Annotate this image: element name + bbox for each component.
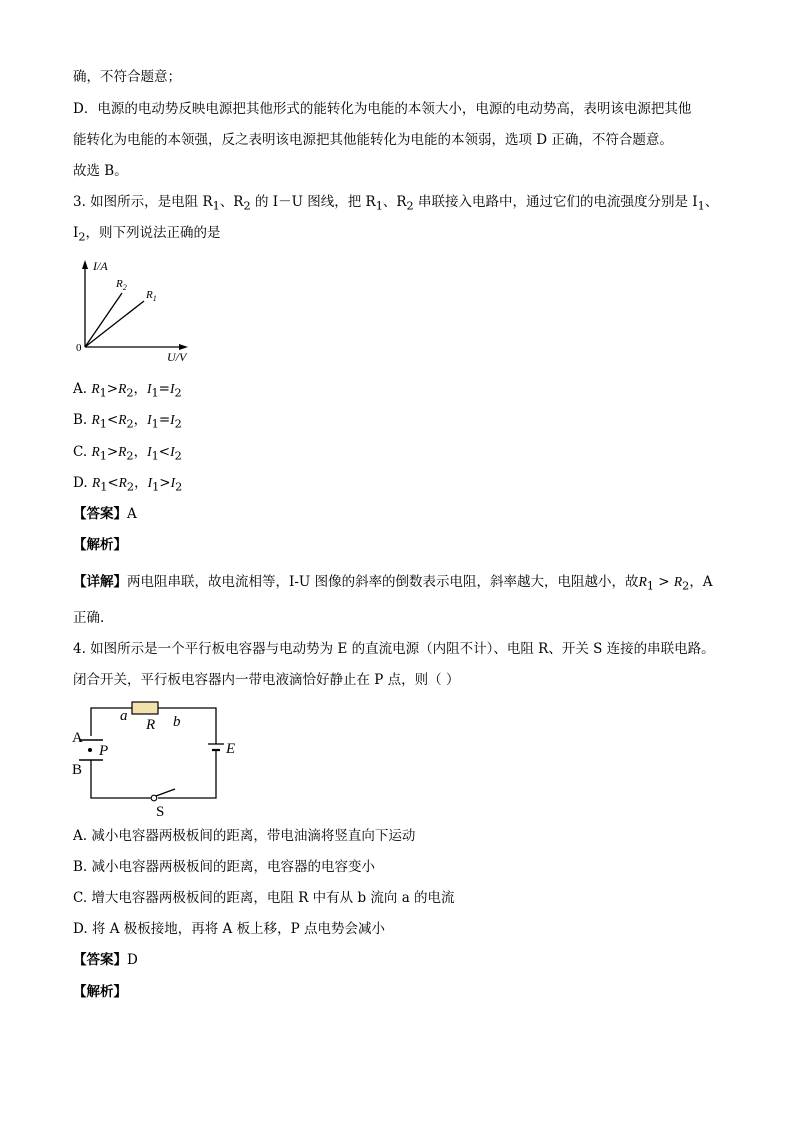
q3-option-a[interactable]: A. $R_1>R_2$，$I_1=I_2$: [73, 381, 182, 400]
line-r2: [85, 293, 122, 347]
switch-pivot: [151, 795, 157, 801]
q4-stem-line1: 4. 如图所示是一个平行板电容器与电动势为 E 的直流电源（内阻不计）、电阻 R、开关 S 连接的串联电路。: [73, 641, 715, 657]
label-e: E: [226, 741, 236, 757]
switch-blade: [156, 789, 175, 796]
line-r1-label: $R_1$: [146, 289, 157, 303]
label-s: S: [156, 804, 165, 820]
iu-graph: [70, 255, 200, 365]
text-line: 故选 B。: [73, 163, 128, 179]
y-axis-label: I/A: [93, 259, 108, 273]
text-line: 确，不符合题意；: [73, 69, 181, 85]
wire-top-right: [158, 708, 216, 744]
q3-detail-line1: 【详解】两电阻串联，故电流相等，I-U 图像的斜率的倒数表示电阻，斜率越大，电阻越小，故$R_1 > R_2$，A: [73, 574, 713, 593]
line-r2-label: $R_2$: [116, 278, 127, 292]
q3-option-b[interactable]: B. $R_1<R_2$，$I_1=I_2$: [73, 412, 182, 431]
label-p: P: [99, 743, 109, 759]
droplet-p: [88, 748, 92, 752]
label-plate-a: A: [72, 730, 83, 746]
q4-stem-line2: 闭合开关，平行板电容器内一带电液滴恰好静止在 P 点，则（ ）: [73, 672, 460, 688]
resistor: [132, 702, 158, 714]
circuit-diagram: [70, 698, 250, 820]
label-a: a: [120, 708, 128, 724]
q3-option-d[interactable]: D. $R_1<R_2$，$I_1>I_2$: [73, 475, 183, 494]
text-line: 能转化为电能的本领强，反之表明该电源把其他能转化为电能的本领弱，选项 D 正确，不符合题意。: [73, 132, 673, 148]
q3-answer: 【答案】A: [73, 506, 137, 522]
label-plate-b: B: [72, 762, 83, 778]
q3-stem-line2: $I_2$，则下列说法正确的是: [73, 225, 221, 244]
text-line: D．电源的电动势反映电源把其他形式的能转化为电能的本领大小，电源的电动势高，表明该电源把其他: [73, 101, 692, 117]
q3-stem-line1: 3. 如图所示，是电阻 $R_1$、$R_2$ 的 I－U 图线，把 $R_1$、$R_2$ 串联接入电路中，通过它们的电流强度分别是 $I_1$、: [73, 194, 719, 213]
x-axis-label: U/V: [167, 350, 187, 364]
label-b: b: [173, 714, 181, 730]
q4-analysis-tag: 【解析】: [73, 984, 127, 1000]
q4-option-c[interactable]: C. 增大电容器两极板间的距离，电阻 R 中有从 b 流向 a 的电流: [73, 890, 455, 906]
label-r: R: [146, 717, 156, 733]
origin-label: 0: [76, 342, 82, 354]
q4-option-a[interactable]: A. 减小电容器两极板间的距离，带电油滴将竖直向下运动: [73, 828, 416, 844]
q3-option-c[interactable]: C. $R_1>R_2$，$I_1<I_2$: [73, 444, 182, 463]
q4-option-d[interactable]: D. 将 A 极板接地，再将 A 板上移，P 点电势会减小: [73, 921, 385, 937]
y-axis-arrow-icon: [82, 260, 88, 269]
q3-analysis-tag: 【解析】: [73, 537, 127, 553]
q4-answer: 【答案】D: [73, 952, 138, 968]
q4-option-b[interactable]: B. 减小电容器两极板间的距离，电容器的电容变小: [73, 859, 376, 875]
wire-bottom-left: [91, 760, 151, 798]
line-r1: [85, 301, 144, 347]
q3-detail-line2: 正确.: [73, 610, 105, 626]
wire-right-bottom: [158, 750, 216, 798]
